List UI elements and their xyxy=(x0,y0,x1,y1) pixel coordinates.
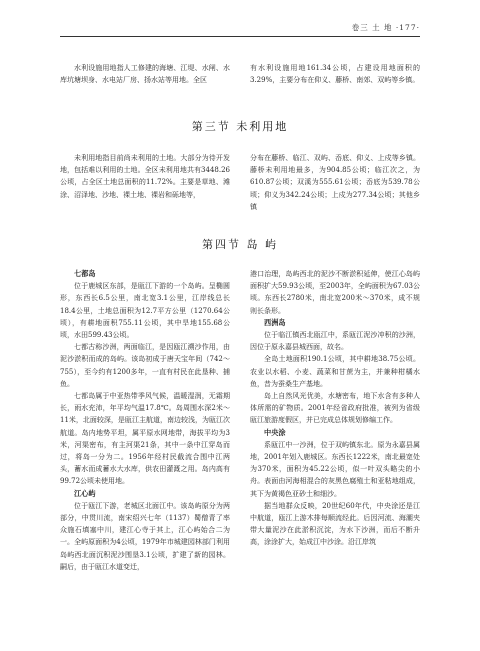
islands-right-column xyxy=(250,268,420,573)
top-text-block xyxy=(60,62,420,86)
paragraph: 位于鹿城区东部，是瓯江下游的一个岛屿。呈椭圆形，东西长6.5公里，南北宽3.1公里，江岸线总长18.4公里，土地总面积为12.7平方公里（1270.64公顷），有耕地面积755.11公顷，其中旱地155.68公顷，水田599.43公顷。 xyxy=(60,282,230,340)
unused-land-block xyxy=(60,152,420,213)
unused-right-column xyxy=(250,152,420,213)
island-name: 七都岛 xyxy=(74,269,96,278)
paragraph: 未利用地指目前尚未利用的土地。大部分为待开发地，包括难以利用的土地。全区未利用地共有3448.26公顷，占全区土地总面积的11.72%。主要是草地、滩涂、沼泽地、沙地、裸土地、裸岩和砾地等， xyxy=(60,154,230,199)
paragraph: 系瓯江中一沙洲，位于双屿镇东北。原为永嘉县属地，2001年划入鹿城区。东西长1222米，南北最宽处为370米，面积为45.22公顷，似一叶双头略尖的小舟。表面由河海相混合的灰黑色腐殖土和亚粘地组成，其下为黄褐色亚砂土和细沙。 xyxy=(250,440,420,498)
paragraph: 七都岛属于中亚热带季风气候，温暖湿润，无霜期长，雨水充沛，年平均气温17.8℃。岛周围水深2米～11米，北面较深，是瓯江主航道，南边较浅，为瓯江次航道。岛内地势平坦，属平原水网地带，海拔平均为3米，河渠密布，有主河渠21条，其中一条中江穿岛而过，将岛一分为二。1956年经村民截流合围中江两头，蓄水而成蓄水大水库，供农田灌溉之用。岛内高有99.72公顷未使用地。 xyxy=(60,392,230,486)
paragraph: 位于瓯江下游，老城区北面江中。该岛屿原分为两部分，中贯川流，南宋绍兴七年（1137）蜀僧青了率众施石填塞中川，建江心寺于其上，江心屿始合二为一。全屿原面积为4公顷，1979年市城建园林部门利用岛屿西北面沉积泥沙围垦3.1公顷，扩建了新的园林。嗣后，由于瓯江水道变迁， xyxy=(60,501,230,571)
header-text: 卷三 土 地 ·177· xyxy=(351,23,420,32)
paragraph: 全岛土地面积190.1公顷，其中耕地38.75公顷。农业以水稻、小麦、蔬菜和甘蔗为主，并兼种柑橘水鱼，昔为蚕桑生产基地。 xyxy=(250,355,420,388)
top-right-column xyxy=(250,62,420,86)
island-name: 江心屿 xyxy=(74,488,96,498)
top-left-column xyxy=(60,62,230,86)
paragraph: 水利设施用地指人工修建的海塘、江堤、水闸、水库坑塘坝身、水电站厂房、扬水站等用地。全区 xyxy=(60,64,230,85)
section-title-unused-land: 第三节 未利用地 xyxy=(191,120,289,133)
paragraph: 分布在藤桥、临江、双屿、岙底、仰义、上戍等乡镇。藤桥未利用地最多，为904.85公顷；临江次之，为610.87公顷；双溪为555.61公顷；岙底为539.78公顷；仰义为342.24公顷；上戍为277.34公顷；其他乡镇 xyxy=(250,154,420,211)
paragraph: 据当地群众反映，20世纪60年代，中央涂还是江中航道，瓯江上游木排每顺流经此。后因河流、海潮夹带大量泥沙在此淤积沉淀，为水下沙洲，而后不断升高，涂涂扩大，始成江中沙涂。沿江岸筑 xyxy=(250,501,420,547)
paragraph: 港口治理，岛屿西北的泥沙不断淤积延伸，使江心岛屿面积扩大59.93公顷，至2003年，全屿面积为67.03公顷。东西长2780米，南北宽200米～370米，成不规则长条形。 xyxy=(250,270,420,315)
unused-left-column xyxy=(60,152,230,213)
paragraph: 岛上自然风光优美，水塘密布，地下水含有多种人体所需的矿物质。2001年经省政府批准，被列为省级瓯江旅游度假区，并已完成总体规划修编工作。 xyxy=(250,392,420,425)
island-name: 中央涂 xyxy=(264,427,286,437)
header-rule xyxy=(60,36,420,37)
islands-block xyxy=(60,268,420,573)
paragraph: 七都古称沙洲，两面临江，是因瓯江溯沙作用，由泥沙淤积而成的岛屿。该岛初成于唐天宝年间（742～755），至今约有1200多年，一直有村民在此垦种、捕鱼。 xyxy=(60,343,230,388)
running-header xyxy=(60,22,420,38)
paragraph: 位于临江镇西北瓯江中，系瓯江泥沙冲积的沙洲，因位于原永嘉县城西面，故名。 xyxy=(250,331,420,352)
islands-left-column xyxy=(60,268,230,573)
section-title-islands: 第四节 岛 屿 xyxy=(202,238,278,251)
paragraph: 有水利设施用地161.34公顷，占建设用地面积的3.29%，主要分布在仰义、藤桥、南郊、双屿等乡镇。 xyxy=(250,64,420,85)
island-name: 西洲岛 xyxy=(264,317,286,327)
